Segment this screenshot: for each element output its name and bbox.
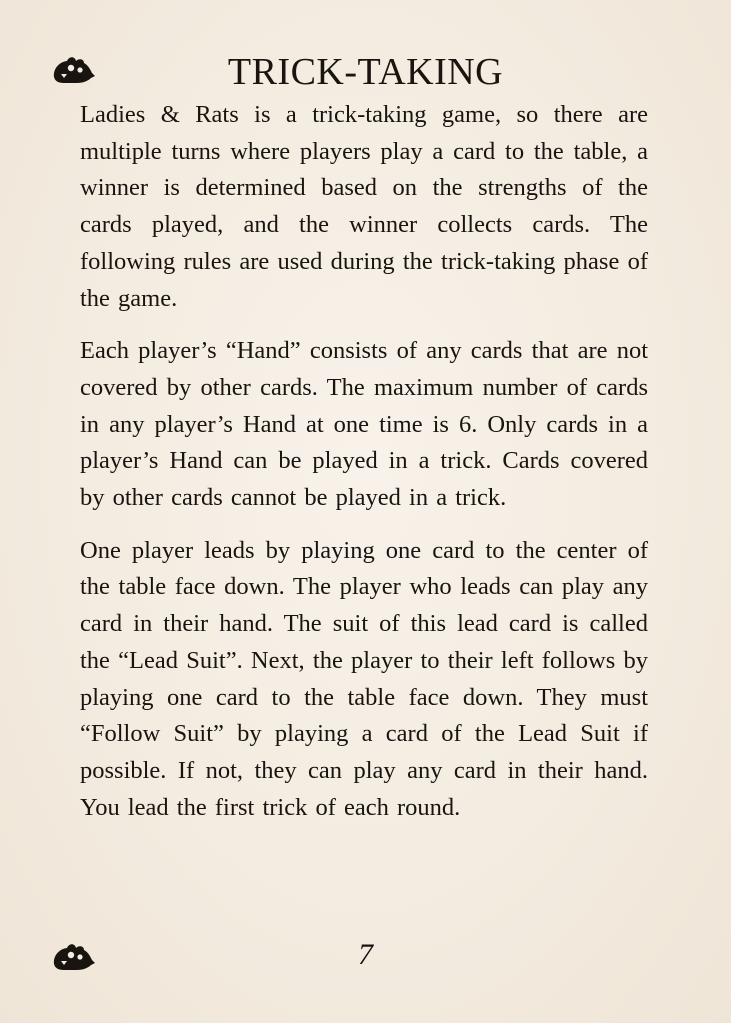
paragraph-intro: Ladies & Rats is a trick-taking game, so there are multiple turns where players play a card to the table, a winner is determined based on the strengths of the cards played, and the winner collects cards. The following rules are used during the trick-taking phase of the game.: [80, 101, 648, 312]
rules-text: [80, 97, 648, 842]
page-title: TRICK-TAKING: [227, 51, 504, 93]
paragraph-hand: Each player’s “Hand” consists of any cards that are not covered by other cards. The maximum number of cards in any player’s Hand at one time is 6. Only cards in a player’s Hand can be played in a trick. Cards covered by other cards cannot be played in a trick.: [80, 337, 648, 512]
page-number: 7: [358, 938, 373, 971]
page-header: [0, 44, 731, 104]
paragraph-lead: One player leads by playing one card to the center of the table face down. The player who leads can play any card in their hand. The suit of this lead card is called the “Lead Suit”. Next, the player to their left follows by playing one card to the table face down. They must “Follow Suit” by playing a card of the Lead Suit if possible. If not, they can play any card in their hand. You lead the first trick of each round.: [80, 536, 648, 821]
